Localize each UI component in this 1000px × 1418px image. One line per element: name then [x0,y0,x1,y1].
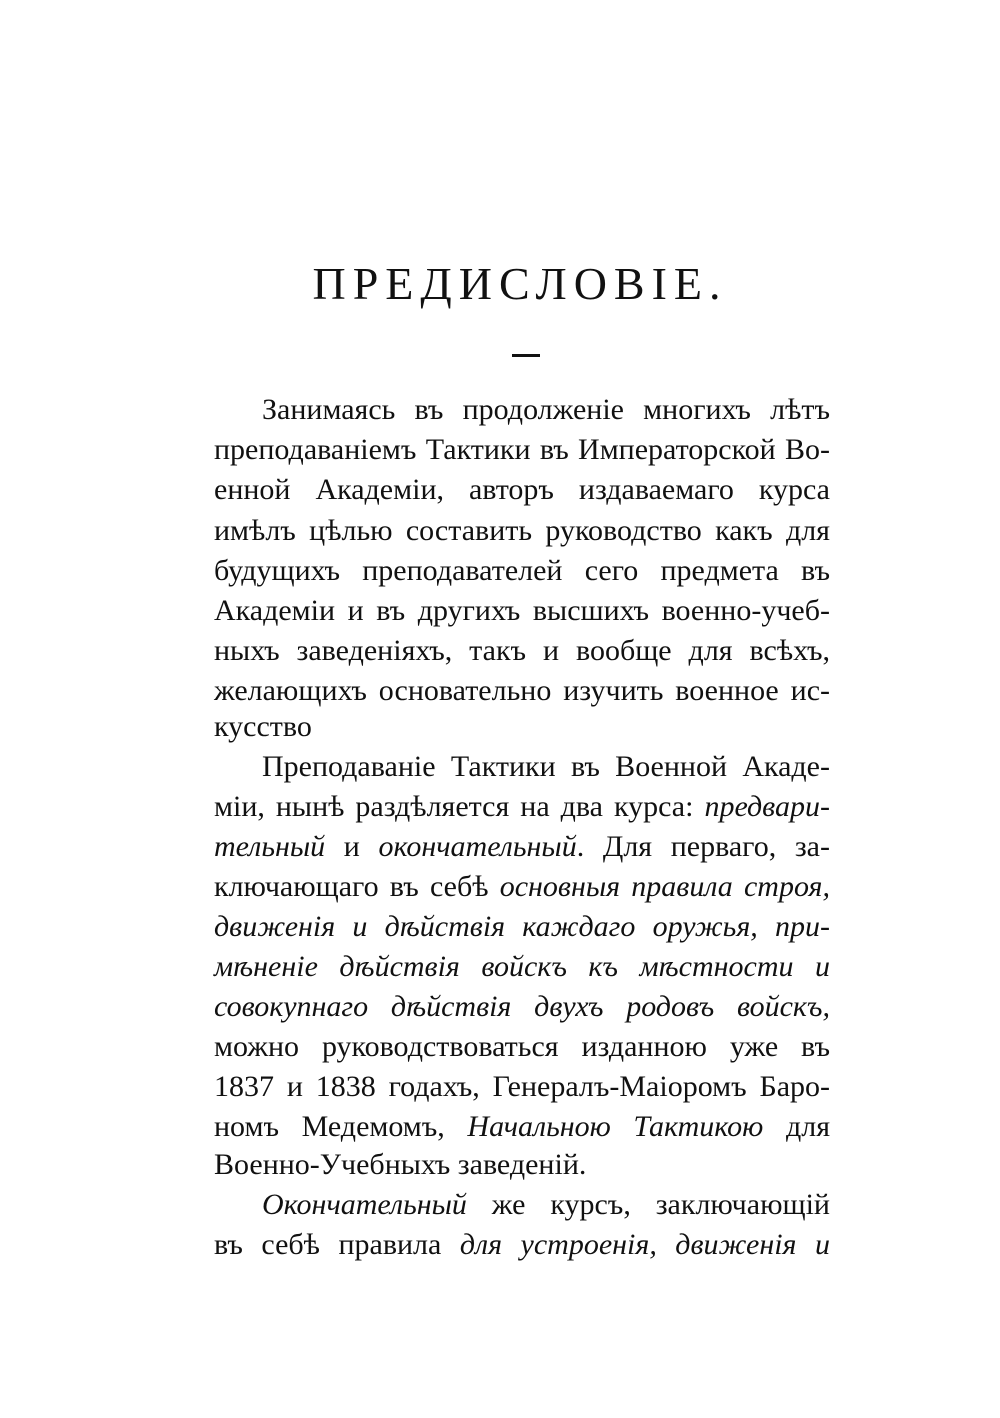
text-line [214,1145,830,1185]
italic-run: движенія и дѣйствія каждаго оружья, при- [214,910,830,943]
italic-run: мѣненіе дѣйствія войскъ къ мѣстности и [214,950,830,983]
title-separator-rule [512,354,540,357]
italic-run: Окончательный [262,1188,467,1221]
text-line [262,1185,830,1225]
italic-run: тельный [214,830,326,863]
text-line: ныхъ заведеніяхъ, такъ и вообще для всѣхъ, [214,634,830,667]
text-line [214,1027,830,1067]
text-line: Занимаясь въ продолженіе многихъ лѣтъ [262,393,830,426]
italic-run: основныя правила строя, [499,870,830,903]
text-line [214,787,830,827]
text-line [214,907,830,947]
text-line: Академіи и въ другихъ высшихъ военно-учеб- [214,594,830,627]
italic-run: Начальною Тактикою [467,1110,764,1143]
text-line: преподаваніемъ Тактики въ Императорской Во- [214,433,830,466]
text-line [214,1067,830,1107]
italic-run: для устроенія, движенія и [459,1228,830,1261]
text-line: енной Академіи, авторъ издаваемаго курса [214,473,830,506]
italic-run: окончательный [378,830,577,863]
text-line [214,947,830,987]
text-line [214,867,830,907]
text-run: же курсъ, заключающій [466,1188,830,1221]
italic-run: предвари- [704,790,830,823]
text-line [214,827,830,867]
text-line [214,987,830,1027]
text-run: номъ Медемомъ, [214,1110,468,1143]
text-run: Преподаваніе Тактики въ Военной Акаде- [262,750,830,783]
text-line [214,1225,830,1265]
text-line [214,1107,830,1147]
page-title: ПРЕДИСЛОВІЕ. [312,258,728,309]
text-run: ключающаго въ себѣ [214,870,500,903]
text-run: 1837 и 1838 годахъ, Генералъ-Маіоромъ Баро- [214,1070,830,1103]
text-line: желающихъ основательно изучить военное ис- [214,674,830,707]
text-run: Военно-Учебныхъ заведеній. [214,1148,587,1181]
text-run: . Для перваго, за- [576,830,830,863]
text-run: можно руководствоваться изданною уже въ [214,1030,830,1063]
text-line: кусство [214,710,312,743]
text-run: для [763,1110,830,1143]
text-run: и [325,830,379,863]
text-line: имѣлъ цѣлью составить руководство какъ для [214,514,830,547]
italic-run: совокупнаго дѣйствія двухъ родовъ войскъ, [214,990,830,1023]
text-run: въ себѣ правила [214,1228,460,1261]
text-line: будущихъ преподавателей сего предмета въ [214,554,830,587]
text-run: міи, нынѣ раздѣляется на два курса: [214,790,705,823]
text-line [262,747,830,787]
